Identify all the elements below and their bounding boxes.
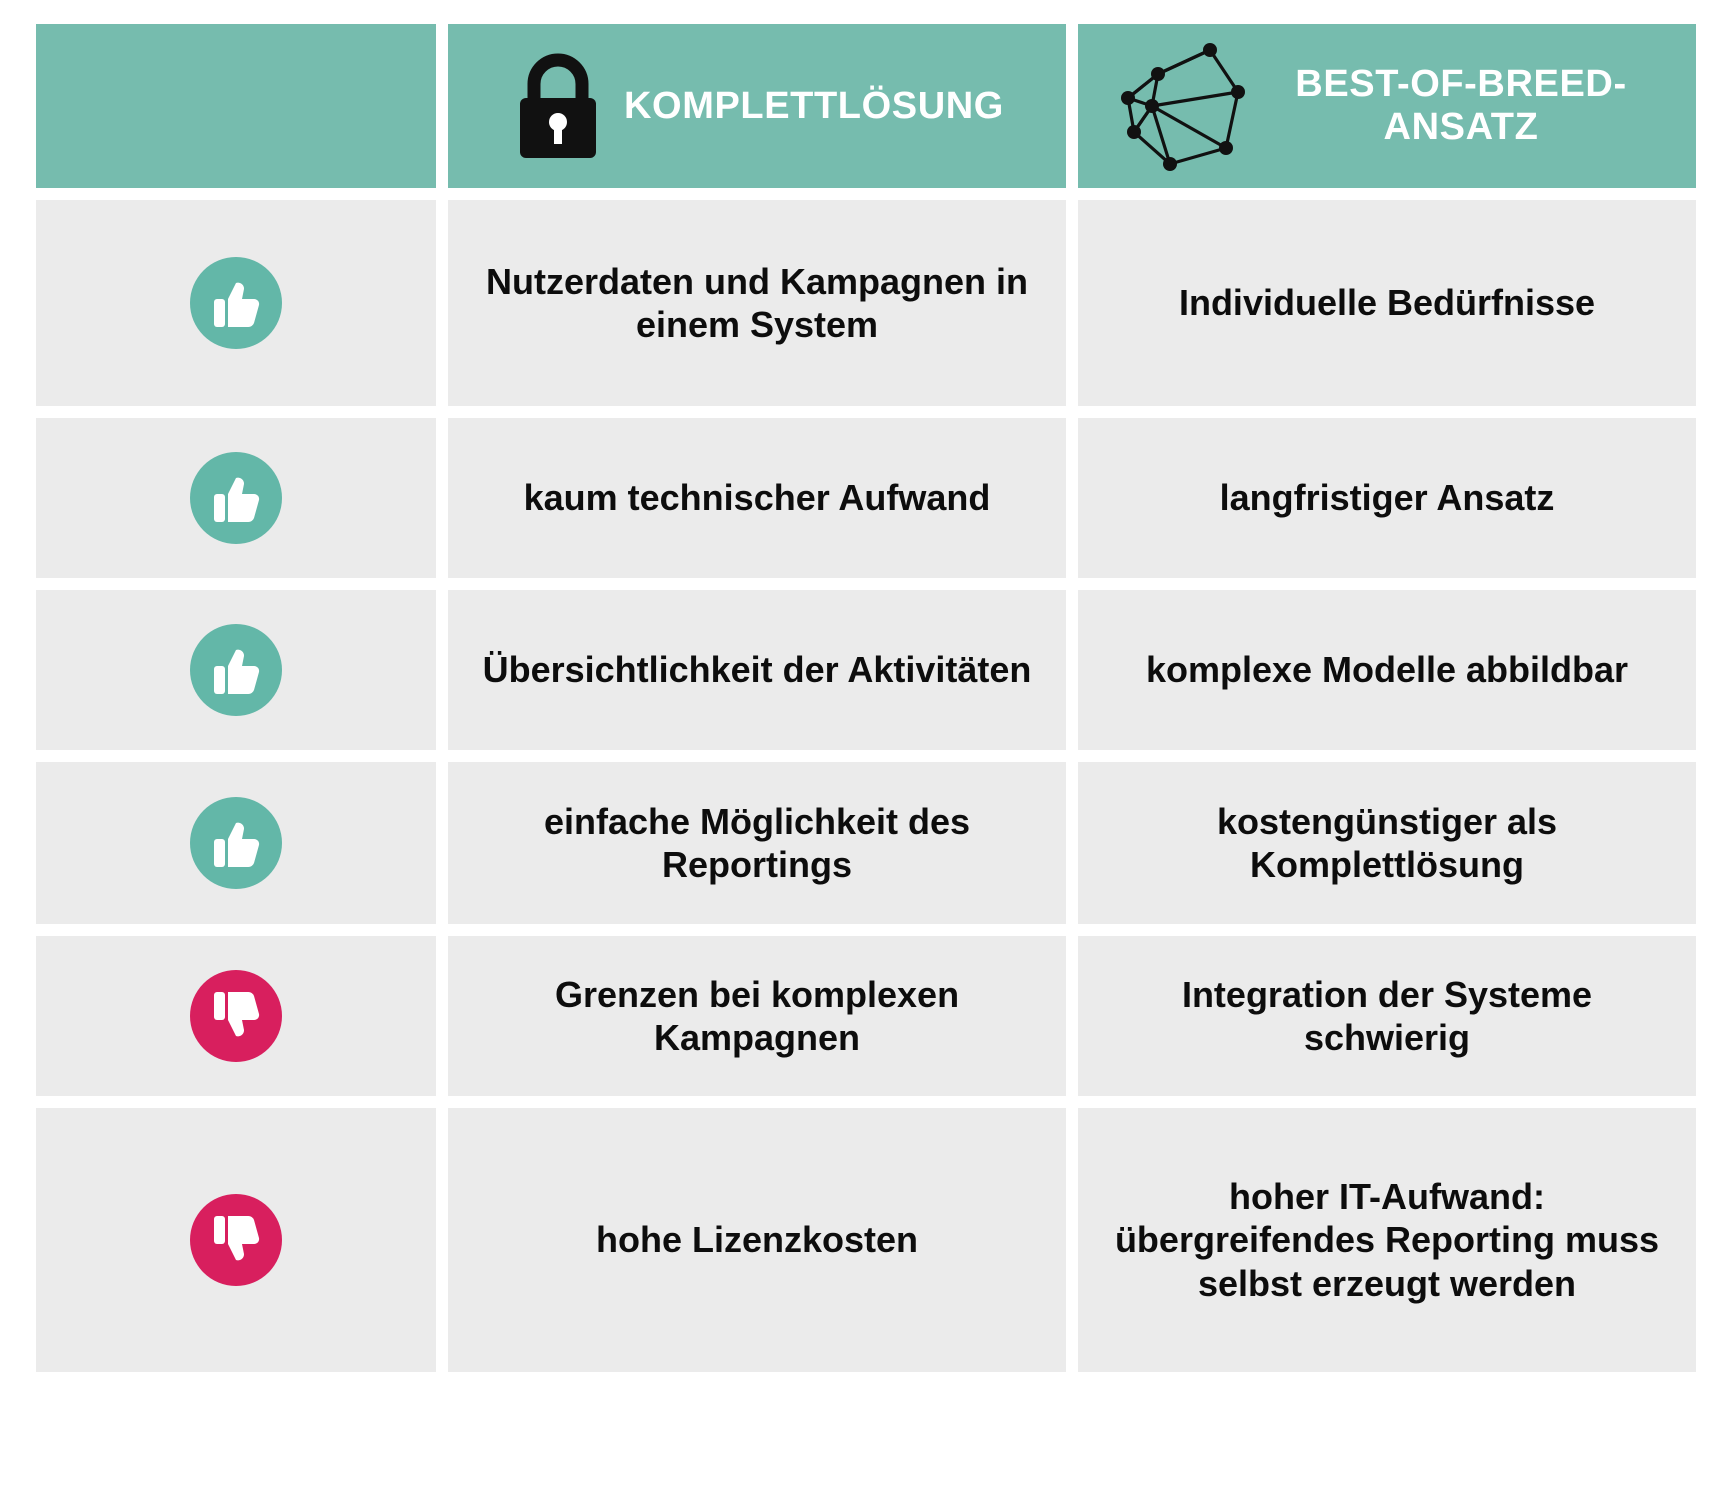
cell-text: Grenzen bei komplexen Kampagnen xyxy=(554,973,960,1058)
lock-icon xyxy=(510,50,606,162)
table-row xyxy=(36,1108,1696,1372)
sentiment-cell xyxy=(36,762,436,924)
cell-best-of-breed xyxy=(1078,762,1696,924)
cell-komplettloesung xyxy=(448,200,1066,406)
thumbs-up-icon xyxy=(190,624,282,716)
cell-best-of-breed xyxy=(1078,1108,1696,1372)
cell-komplettloesung xyxy=(448,590,1066,750)
header-title-best-of-breed: BEST-OF-BREED-ANSATZ xyxy=(1295,63,1627,148)
thumbs-down-icon xyxy=(190,970,282,1062)
sentiment-cell xyxy=(36,590,436,750)
cell-best-of-breed xyxy=(1078,200,1696,406)
header-icon-column-spacer xyxy=(36,24,436,188)
cell-text: einfache Möglichkeit des Reportings xyxy=(543,800,971,885)
cell-text: Integration der Systeme schwierig xyxy=(1181,973,1593,1058)
network-nodes-icon xyxy=(1118,40,1248,172)
cell-text: langfristiger Ansatz xyxy=(1219,477,1555,519)
table-row xyxy=(36,418,1696,578)
cell-komplettloesung xyxy=(448,418,1066,578)
sentiment-cell xyxy=(36,1108,436,1372)
cell-best-of-breed xyxy=(1078,936,1696,1096)
cell-text: kaum technischer Aufwand xyxy=(523,477,991,519)
cell-text: Übersichtlichkeit der Aktivitäten xyxy=(482,649,1032,691)
cell-text: kostengünstiger als Komplettlösung xyxy=(1216,800,1558,885)
header-best-of-breed xyxy=(1078,24,1696,188)
sentiment-cell xyxy=(36,200,436,406)
table-row xyxy=(36,936,1696,1096)
cell-text: hohe Lizenzkosten xyxy=(595,1219,919,1261)
table-row xyxy=(36,762,1696,924)
table-row xyxy=(36,590,1696,750)
header-komplettloesung xyxy=(448,24,1066,188)
comparison-table xyxy=(36,24,1696,1372)
thumbs-up-icon xyxy=(190,797,282,889)
thumbs-up-icon xyxy=(190,257,282,349)
cell-text: hoher IT-Aufwand: übergreifendes Reporting muss selbst erzeugt werden xyxy=(1114,1176,1660,1304)
sentiment-cell xyxy=(36,936,436,1096)
thumbs-up-icon xyxy=(190,452,282,544)
cell-komplettloesung xyxy=(448,936,1066,1096)
cell-text: komplexe Modelle abbildbar xyxy=(1145,649,1629,691)
cell-komplettloesung xyxy=(448,1108,1066,1372)
cell-text: Individuelle Bedürfnisse xyxy=(1178,282,1596,324)
cell-best-of-breed xyxy=(1078,590,1696,750)
sentiment-cell xyxy=(36,418,436,578)
cell-best-of-breed xyxy=(1078,418,1696,578)
header-title-komplettloesung: KOMPLETTLÖSUNG xyxy=(624,84,1004,127)
table-row xyxy=(36,200,1696,406)
thumbs-down-icon xyxy=(190,1194,282,1286)
table-header-row xyxy=(36,24,1696,188)
cell-text: Nutzerdaten und Kampagnen in einem System xyxy=(485,260,1029,345)
cell-komplettloesung xyxy=(448,762,1066,924)
